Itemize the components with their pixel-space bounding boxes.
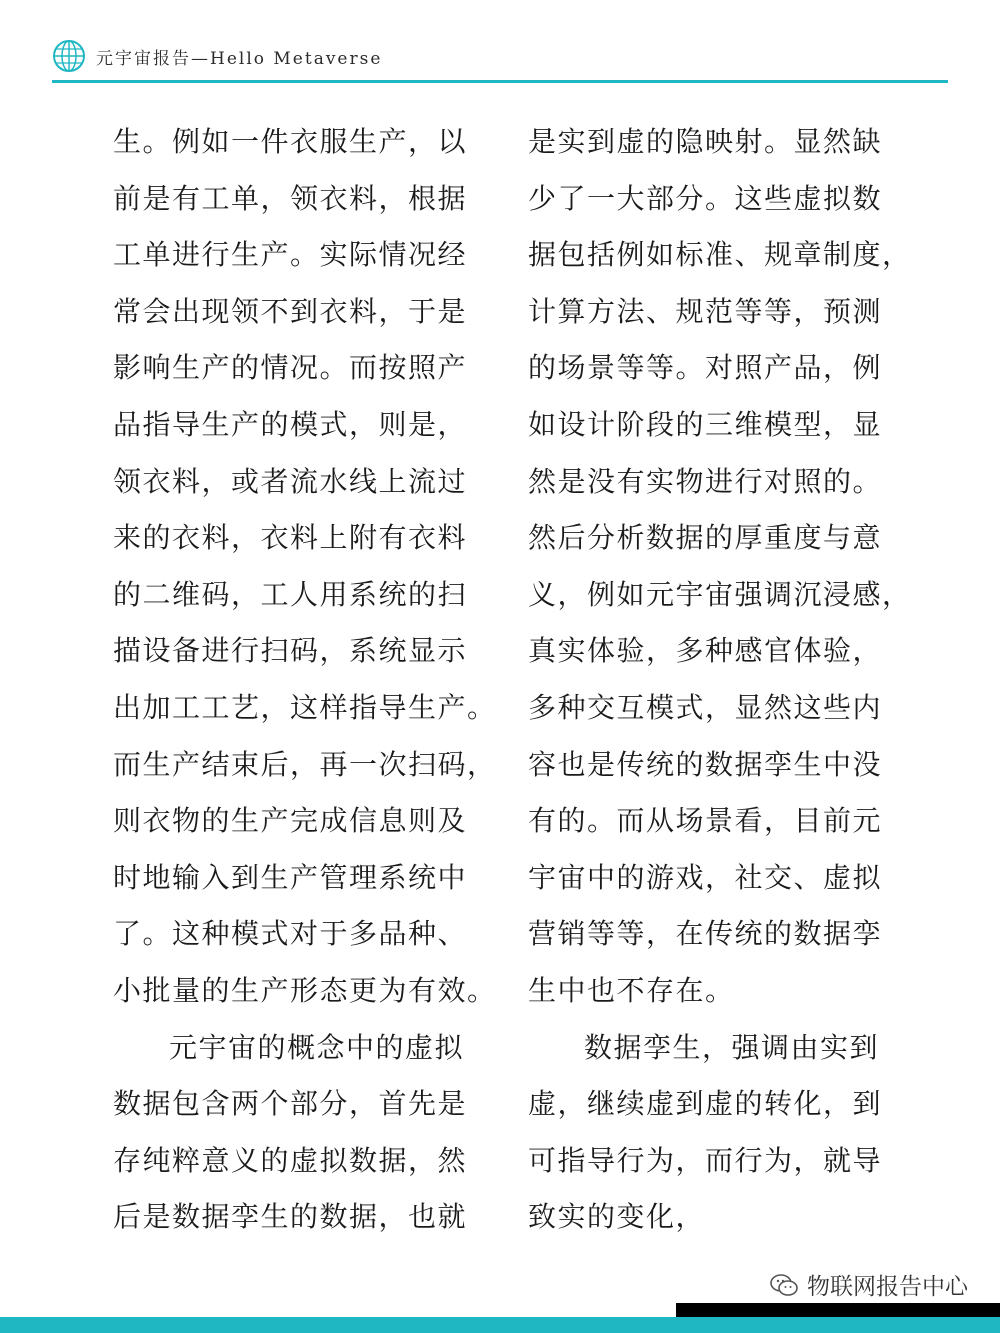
globe-icon: [52, 39, 86, 73]
wechat-icon: [769, 1272, 799, 1298]
watermark-text: 物联网报告中心: [807, 1274, 968, 1300]
text-line: 小批量的生产形态更为有效。: [113, 973, 497, 1007]
text-line: 工单进行生产。实际情况经: [113, 238, 468, 272]
text-line: 描设备进行扫码，系统显示: [113, 634, 468, 668]
right-column: [528, 114, 928, 1246]
text-line: 领衣料，或者流水线上流过: [113, 464, 468, 498]
text-line: 义，例如元宇宙强调沉浸感，: [528, 577, 912, 611]
footer-bar-accent: [0, 1317, 1000, 1333]
text-line: 可指导行为，而行为，就导: [528, 1143, 883, 1177]
paragraph-start-line: 数据孪生，强调由实到: [584, 1030, 880, 1064]
text-line: 营销等等，在传统的数据孪: [528, 917, 883, 951]
text-line: 的场景等等。对照产品，例: [528, 351, 883, 385]
text-line: 少了一大部分。这些虚拟数: [528, 181, 883, 215]
text-line: 时地输入到生产管理系统中: [113, 860, 468, 894]
left-column: [113, 114, 513, 1246]
text-line: 如设计阶段的三维模型，显: [528, 407, 883, 441]
text-line: 影响生产的情况。而按照产: [113, 351, 468, 385]
text-line: 而生产结束后，再一次扫码，: [113, 747, 497, 781]
watermark: [769, 1268, 968, 1301]
text-line: 然是没有实物进行对照的。: [528, 464, 883, 498]
text-line: 容也是传统的数据孪生中没: [528, 747, 883, 781]
text-line: 多种交互模式，显然这些内: [528, 690, 883, 724]
text-line: 来的衣料，衣料上附有衣料: [113, 521, 468, 555]
text-line: 品指导生产的模式，则是，: [113, 407, 468, 441]
text-line: 是实到虚的隐映射。显然缺: [528, 125, 883, 158]
header-title: 元宇宙报告—Hello Metaverse: [96, 48, 383, 69]
text-line: 然后分析数据的厚重度与意: [528, 521, 883, 555]
text-line: 有的。而从场景看，目前元: [528, 804, 883, 838]
page-header: [52, 36, 382, 76]
text-line: 据包括例如标准、规章制度，: [528, 238, 912, 272]
text-line: 致实的变化，: [528, 1200, 706, 1234]
text-line: 虚，继续虚到虚的转化，到: [528, 1087, 883, 1121]
text-line: 计算方法、规范等等，预测: [528, 294, 883, 328]
text-line: 生。例如一件衣服生产，以: [113, 125, 468, 158]
text-line: 的二维码，工人用系统的扫: [113, 577, 468, 611]
text-line: 了。这种模式对于多品种、: [113, 917, 468, 951]
text-line: 前是有工单，领衣料，根据: [113, 181, 468, 215]
header-divider: [52, 80, 948, 83]
text-line: 存纯粹意义的虚拟数据，然: [113, 1143, 468, 1177]
footer-bar-dark: [676, 1303, 1000, 1317]
text-line: 后是数据孪生的数据，也就: [113, 1200, 468, 1234]
text-line: 则衣物的生产完成信息则及: [113, 804, 468, 838]
text-line: 生中也不存在。: [528, 973, 735, 1007]
text-line: 常会出现领不到衣料，于是: [113, 294, 468, 328]
text-line: 真实体验，多种感官体验，: [528, 634, 883, 668]
text-line: 出加工工艺，这样指导生产。: [113, 690, 497, 724]
paragraph-start-line: 元宇宙的概念中的虚拟: [169, 1030, 465, 1064]
text-line: 宇宙中的游戏，社交、虚拟: [528, 860, 883, 894]
text-line: 数据包含两个部分，首先是: [113, 1087, 468, 1121]
